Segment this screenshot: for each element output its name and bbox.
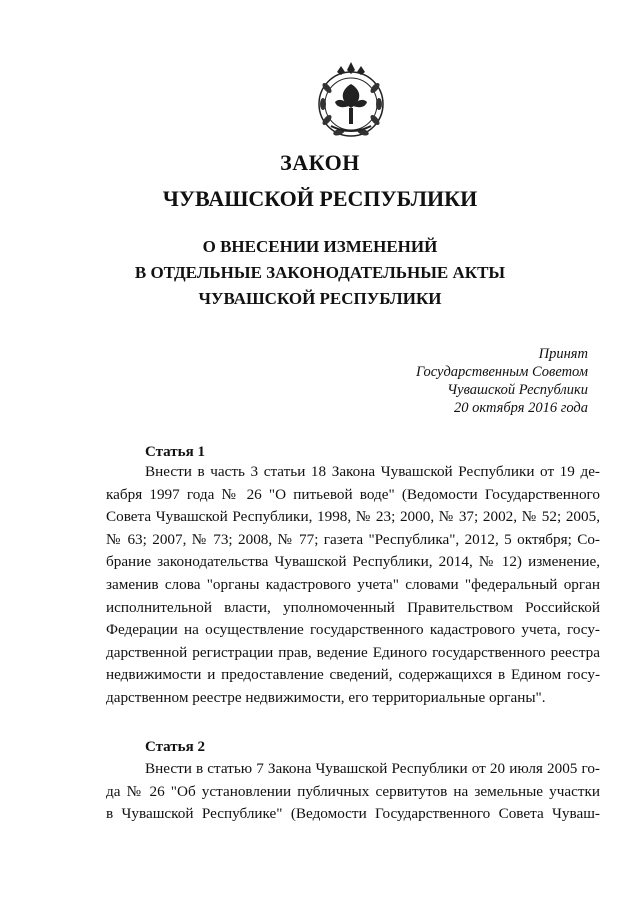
republic-title: ЧУВАШСКОЙ РЕСПУБЛИКИ (162, 186, 478, 211)
text-line: исполнительной власти, уполномоченный Правительством Российской (106, 598, 600, 616)
subtitle-line: О ВНЕСЕНИИ ИЗМЕНЕНИЙ (202, 237, 438, 256)
article-1-text (106, 461, 600, 710)
text-line: да № 26 "Об установлении публичных сервитутов на земельные участки (106, 782, 600, 800)
adoption-line: Чувашской Республики (447, 382, 588, 398)
text-line: в Чувашской Республике" (Ведомости Государственного Совета Чуваш- (106, 805, 600, 823)
text-line: дарственном реестре недвижимости, его территориальные органы". (106, 688, 546, 706)
article-2-title: Статья 2 (145, 739, 205, 755)
law-subtitle (0, 234, 640, 312)
article-1-title: Статья 1 (145, 444, 205, 460)
adoption-line: Принят (538, 346, 588, 362)
text-line: кабря 1997 года № 26 "О питьевой воде" (Ведомости Государственного (106, 485, 600, 503)
adoption-line: 20 октября 2016 года (454, 400, 588, 416)
article-2-text (106, 758, 600, 826)
chuvash-coat-of-arms-icon (309, 58, 393, 142)
text-line: Совета Чувашской Республики, 1998, № 23; 2000, № 37; 2002, № 52; 2005, (106, 508, 600, 526)
text-line: Федерации на осуществление государственного кадастрового учета, госу- (106, 621, 600, 639)
adoption-line: Государственным Советом (415, 364, 588, 380)
text-line: Внести в статью 7 Закона Чувашской Республики от 20 июля 2005 го- (145, 760, 600, 777)
text-line: недвижимости и предоставление сведений, содержащихся в Едином госу- (106, 666, 600, 684)
text-line: Внести в часть 3 статьи 18 Закона Чувашской Республики от 19 де- (145, 463, 600, 480)
subtitle-line: ЧУВАШСКОЙ РЕСПУБЛИКИ (198, 289, 442, 308)
law-title: ЗАКОН (280, 150, 360, 175)
text-line: заменив слова "органы кадастрового учета" словами "федеральный орган (106, 575, 600, 593)
text-line: № 63; 2007, № 73; 2008, № 77; газета "Республика", 2012, 5 октября; Со- (106, 530, 600, 548)
adoption-note (416, 345, 588, 417)
subtitle-line: В ОТДЕЛЬНЫЕ ЗАКОНОДАТЕЛЬНЫЕ АКТЫ (134, 263, 506, 282)
text-line: брание законодательства Чувашской Республики, 2014, № 12) изменение, (106, 553, 600, 571)
text-line: дарственной регистрации прав, ведение Единого государственного реестра (106, 643, 600, 661)
